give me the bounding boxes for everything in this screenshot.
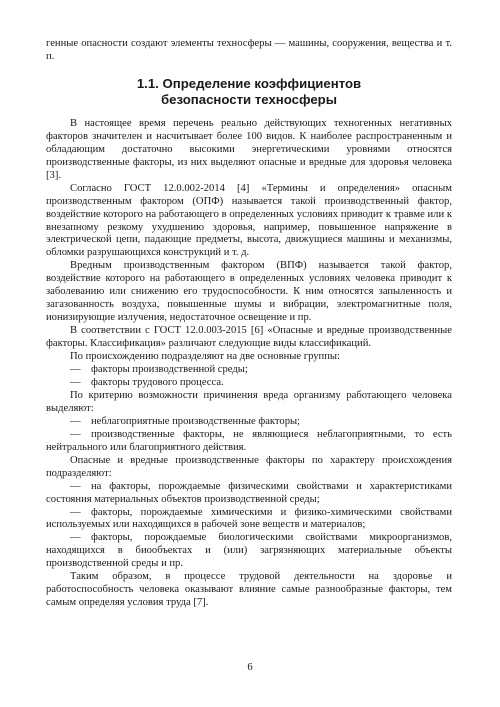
section-heading [46,76,452,108]
paragraph-vpf-definition: Вредным производственным фактором (ВПФ) называется такой фактор, воздействие которого на работающего в определенных условиях человека приводит к заболеванию или снижению его трудоспособности. К ним относятся запыленность и загазованность воздуха, повышенные шумы и вибрации, электромагнитные поля, ионизирующие излучения, недостаточное освещение и пр. [46,260,452,324]
list-dash: — [70,376,81,388]
page-number: 6 [247,662,253,673]
list-dash: — [70,364,81,376]
list-dash: — [70,415,81,427]
list-item: — факторы трудового процесса. [70,376,224,388]
continued-paragraph: генные опасности создают элементы техносферы — машины, сооружения, вещества и т. п. [46,38,452,62]
group-harm-intro: По критерию возможности причинения вреда организму работающего человека выделяют: [46,389,452,414]
paragraph-classification: В соответствии с ГОСТ 12.0.003-2015 [6] «Опасные и вредные производственные факторы. Классификация» различают следующие виды классификаций. [46,325,452,350]
list-dash: — [70,532,81,544]
group-nature-intro: Опасные и вредные производственные факторы по характеру происхождения подразделяют: [46,454,452,479]
list-item: — факторы, порождаемые биологическими свойствами микроорганизмов, находящихся в биообъектах и (или) загрязняющих материальные объекты производственной среды и пр. [46,532,452,570]
section-heading-line-1: 1.1. Определение коэффициентов [136,75,362,91]
list-item: — неблагоприятные производственные факторы; [70,415,301,427]
list-dash: — [70,428,81,440]
list-item: — на факторы, порождаемые физическими свойствами и характеристиками состояния материальных объектов производственной среды; [46,480,452,505]
list-dash: — [70,506,81,518]
list-item: — факторы производственной среды; [70,364,248,376]
paragraph-conclusion: Таким образом, в процессе трудовой деятельности на здоровье и работоспособность человека оказывают влияние самые разнообразные факторы, тем самым определяя условия труда [7]. [46,571,452,609]
list-item: — производственные факторы, не являющиеся неблагоприятными, то есть нейтрального или благоприятного действия. [46,428,452,453]
group-origin-intro: По происхождению подразделяют на две основные группы: [70,351,340,363]
paragraph-intro: В настоящее время перечень реально действующих техногенных негативных факторов значителен и насчитывает более 100 видов. К наиболее распространенным и обладающим достаточно высокими энергетическими уровнями относятся производственные факторы, из них выделяют опасные и вредные для здоровья человека [3]. [46,117,452,181]
page-content [46,38,452,610]
paragraph-opf-definition: Согласно ГОСТ 12.0.002-2014 [4] «Термины и определения» опасным производственным фактором (ОПФ) называется такой производственный фактор, воздействие которого на работающего в определенных условиях приводит к травме или к внезапному резкому ухудшению здоровья, например, повышенное напряжение в электрической цепи, падающие предметы, высота, движущиеся машины и механизмы, обломки разрушающихся конструкций и т. д. [46,182,452,259]
section-heading-line-2: безопасности техносферы [161,91,337,107]
list-item: — факторы, порождаемые химическими и физико-химическими свойствами используемых или находящихся в рабочей зоне веществ и материалов; [46,506,452,531]
list-dash: — [70,480,81,492]
